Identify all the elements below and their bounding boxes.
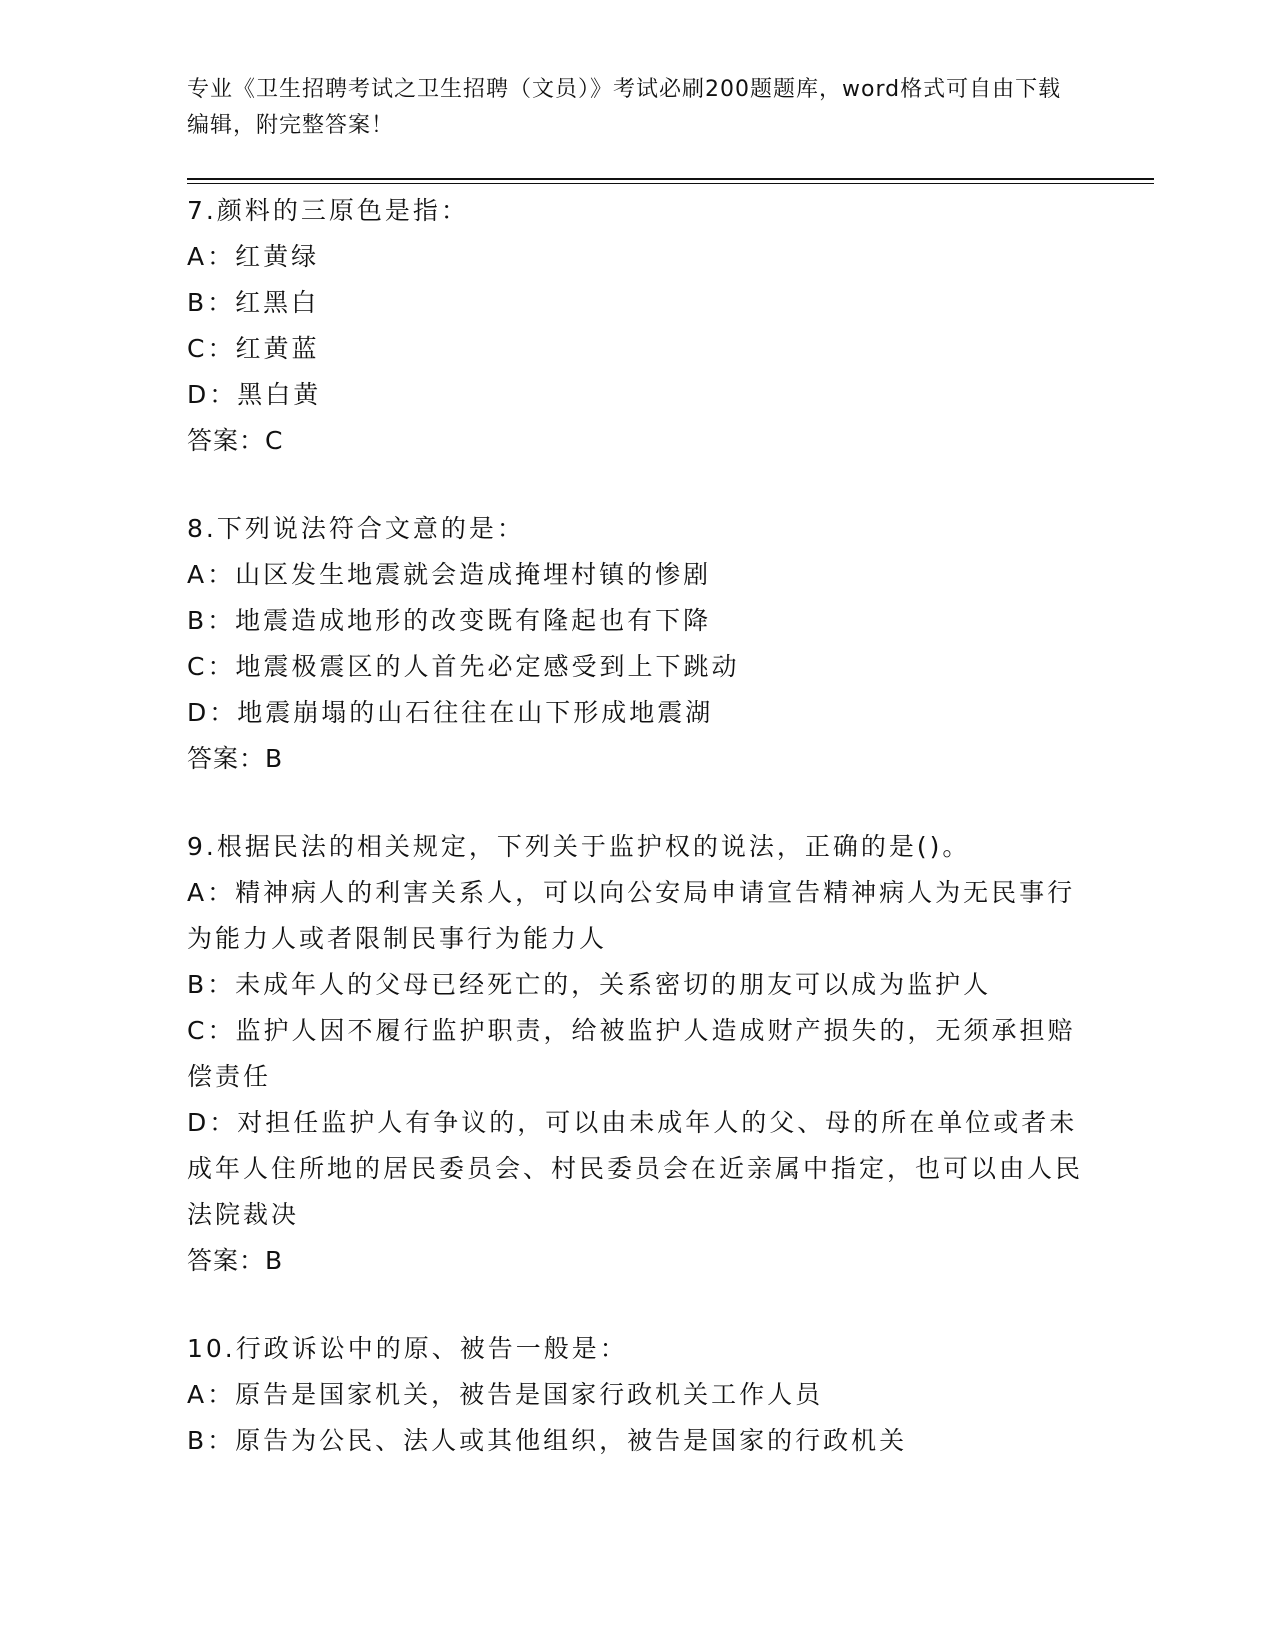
answer-line: 答案：C	[187, 426, 284, 455]
option-a: A：精神病人的利害关系人，可以向公安局申请宣告精神病人为无民事行为能力人或者限制民事行为能力人	[187, 878, 1076, 953]
question-7	[187, 188, 1087, 464]
option-b: B：红黑白	[187, 288, 320, 317]
option-c: C：地震极震区的人首先必定感受到上下跳动	[187, 652, 740, 681]
option-b: B：原告为公民、法人或其他组织，被告是国家的行政机关	[187, 1426, 908, 1455]
question-8	[187, 506, 1087, 782]
option-d: D：对担任监护人有争议的，可以由未成年人的父、母的所在单位或者未成年人住所地的居民委员会、村民委员会在近亲属中指定，也可以由人民法院裁决	[187, 1108, 1084, 1229]
option-d: D：地震崩塌的山石往往在山下形成地震湖	[187, 698, 714, 727]
option-c: C：红黄蓝	[187, 334, 320, 363]
question-list	[187, 188, 1087, 1506]
header-rule-thin	[187, 183, 1154, 184]
question-9	[187, 824, 1087, 1284]
header-rule-thick	[187, 178, 1154, 180]
answer-line: 答案：B	[187, 744, 284, 773]
option-d: D：黑白黄	[187, 380, 322, 409]
option-a: A：原告是国家机关，被告是国家行政机关工作人员	[187, 1380, 824, 1409]
question-stem: 8.下列说法符合文意的是：	[187, 514, 525, 543]
question-stem: 7.颜料的三原色是指：	[187, 196, 469, 225]
question-stem: 10.行政诉讼中的原、被告一般是：	[187, 1334, 628, 1363]
option-a: A：山区发生地震就会造成掩埋村镇的惨剧	[187, 560, 712, 589]
question-stem: 9.根据民法的相关规定，下列关于监护权的说法，正确的是()。	[187, 832, 971, 861]
option-a: A：红黄绿	[187, 242, 320, 271]
document-header: 专业《卫生招聘考试之卫生招聘（文员）》考试必刷200题题库，word格式可自由下载编辑，附完整答案！	[187, 77, 1062, 138]
option-c: C：监护人因不履行监护职责，给被监护人造成财产损失的，无须承担赔偿责任	[187, 1016, 1076, 1091]
option-b: B：未成年人的父母已经死亡的，关系密切的朋友可以成为监护人	[187, 970, 992, 999]
question-10	[187, 1326, 1087, 1464]
answer-line: 答案：B	[187, 1246, 284, 1275]
option-b: B：地震造成地形的改变既有隆起也有下降	[187, 606, 712, 635]
